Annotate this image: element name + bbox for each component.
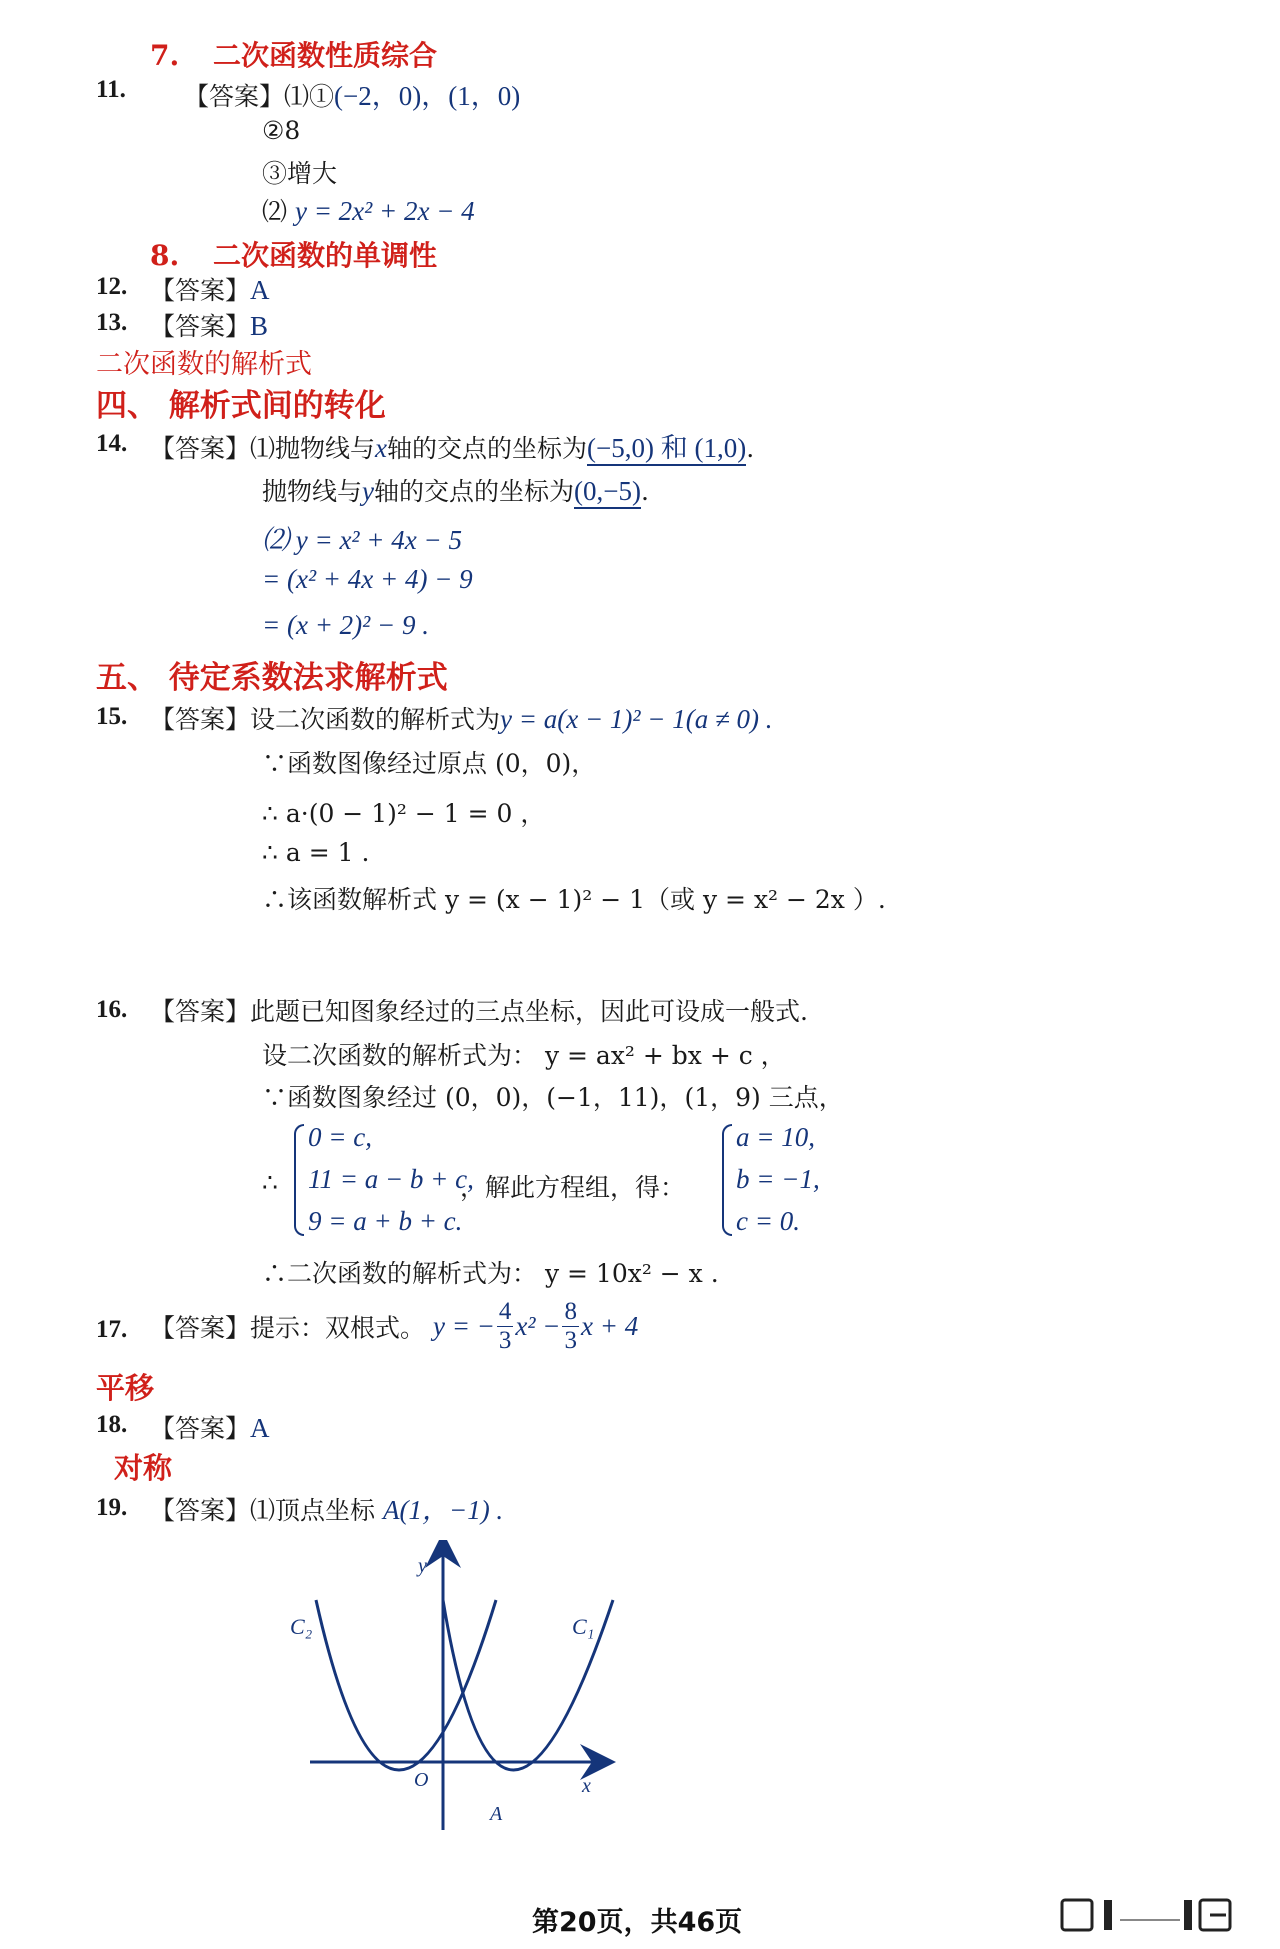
answer-label: 【答案】 — [150, 434, 251, 463]
equation: 9 = a + b + c. — [308, 1206, 463, 1236]
answer-line: ③增大 — [262, 159, 338, 188]
answer-text: ⑴顶点坐标 — [250, 1496, 376, 1525]
answer-label: 【答案】 — [150, 1414, 251, 1443]
question-number: 17. — [96, 1316, 128, 1343]
answer-line: 设二次函数的解析式为： y = ax² + bx + c ， — [262, 1041, 786, 1070]
question-number: 14. — [96, 430, 128, 457]
fraction — [562, 1298, 579, 1355]
question-number: 13. — [96, 309, 128, 336]
answer-text: 轴的交点的坐标为 — [374, 477, 575, 506]
question-number: 12. — [96, 273, 128, 300]
fraction — [497, 1298, 514, 1355]
answer-value: A — [250, 1413, 270, 1443]
period: . — [746, 434, 755, 463]
question-number: 19. — [96, 1494, 128, 1521]
answer-line: ∴二次函数的解析式为： y = 10x² − x . — [262, 1259, 719, 1288]
question-number: 11. — [96, 76, 126, 103]
part-label: ⑵ — [262, 197, 288, 226]
parabola-graph — [280, 1540, 620, 1840]
period: . — [640, 477, 649, 506]
answer-math: (0,−5) — [574, 476, 641, 509]
curve-c2 — [316, 1600, 496, 1770]
answer-text: ，解此方程组，得： — [460, 1173, 686, 1202]
topic-heading: 平移 — [96, 1371, 155, 1405]
answer-label: 【答案】 — [150, 705, 251, 734]
fraction-denominator: 3 — [564, 1327, 577, 1354]
axis-variable: x — [375, 433, 388, 463]
answer-line: ∵函数图像经过原点 (0，0)， — [262, 749, 597, 778]
answer-label: 【答案】 — [184, 82, 285, 111]
curve-label-c2: C₂ — [290, 1614, 313, 1639]
answer-text: 抛物线与 — [262, 477, 363, 506]
vertex-label: A — [490, 1803, 503, 1825]
axis-variable: y — [362, 476, 374, 506]
fraction-numerator: 4 — [498, 1298, 512, 1325]
answer-math: A(1，−1) . — [382, 1495, 504, 1525]
answer-value: A — [250, 275, 270, 305]
answer-math: x² − — [515, 1311, 561, 1341]
expand-icon[interactable] — [1060, 1896, 1250, 1936]
answer-value: B — [250, 311, 269, 341]
origin-label: O — [414, 1769, 429, 1791]
y-axis-label: y — [418, 1555, 427, 1577]
answer-text: ⑴抛物线与 — [250, 434, 376, 463]
left-brace — [722, 1124, 732, 1236]
section-number: 8. — [150, 239, 180, 272]
therefore-symbol: ∴ — [262, 1168, 278, 1197]
answer-label: 【答案】 — [150, 1313, 251, 1343]
topic-heading: 二次函数的解析式 — [96, 349, 312, 380]
fraction-denominator: 3 — [498, 1327, 512, 1354]
answer-math: = (x + 2)² − 9 . — [262, 610, 429, 640]
answer-line: ∴该函数解析式 y = (x − 1)² − 1（或 y = x² − 2x ）. — [262, 885, 886, 914]
answer-math: y = − — [432, 1311, 495, 1341]
answer-text: 轴的交点的坐标为 — [387, 434, 588, 463]
answer-math: (−5,0) 和 (1,0) — [587, 433, 746, 466]
section-title: 二次函数的单调性 — [212, 239, 437, 272]
question-number: 18. — [96, 1411, 128, 1438]
equation: a = 10, — [736, 1122, 815, 1152]
answer-math: (−2，0)，(1，0) — [334, 81, 521, 111]
answer-math: = (x² + 4x + 4) − 9 — [262, 564, 473, 594]
section-title: 二次函数性质综合 — [212, 39, 437, 72]
equation: 11 = a − b + c, — [308, 1164, 474, 1194]
answer-text: 提示：双根式。 — [250, 1313, 426, 1343]
section-number: 7. — [150, 39, 180, 72]
answer-text: 设二次函数的解析式为 — [250, 705, 501, 734]
curve-label-c1: C₁ — [572, 1614, 595, 1639]
x-axis-label: x — [582, 1775, 591, 1797]
topic-heading: 对称 — [114, 1451, 173, 1485]
answer-label: 【答案】 — [150, 276, 251, 305]
answer-text: 此题已知图象经过的三点坐标，因此可设成一般式. — [250, 997, 808, 1026]
section-title: 五、 待定系数法求解析式 — [96, 660, 448, 696]
section-title: 四、 解析式间的转化 — [96, 388, 386, 424]
answer-line: ∵函数图象经过 (0，0)，(−1，11)，(1，9) 三点， — [262, 1083, 844, 1112]
answer-label: 【答案】 — [150, 312, 251, 341]
part-label: ⑴① — [284, 82, 335, 111]
left-brace — [294, 1124, 304, 1236]
question-number: 15. — [96, 703, 128, 730]
equation: c = 0. — [736, 1206, 800, 1236]
answer-math: ⑵ y = x² + 4x − 5 — [262, 525, 462, 555]
answer-math: y = a(x − 1)² − 1(a ≠ 0) . — [500, 704, 773, 734]
answer-line: ②8 — [262, 116, 301, 145]
page-footer: 第20页，共46页 — [532, 1907, 743, 1938]
fraction-numerator: 8 — [564, 1298, 577, 1325]
answer-math: x + 4 — [580, 1311, 639, 1341]
equation: b = −1, — [736, 1164, 820, 1194]
answer-label: 【答案】 — [150, 1496, 251, 1525]
answer-line: ∴ a = 1 . — [262, 838, 370, 867]
answer-math: y = 2x² + 2x − 4 — [294, 196, 475, 226]
equation: 0 = c, — [308, 1122, 372, 1152]
question-number: 16. — [96, 996, 128, 1023]
answer-label: 【答案】 — [150, 997, 251, 1026]
answer-line: ∴ a·(0 − 1)² − 1 = 0 ， — [262, 799, 546, 828]
